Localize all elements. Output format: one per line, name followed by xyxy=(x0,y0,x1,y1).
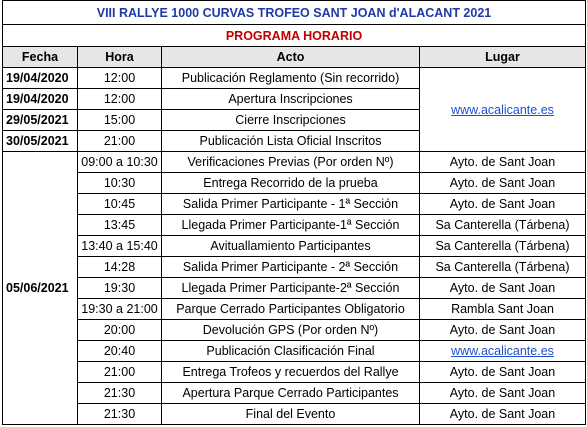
hora-cell: 13:40 a 15:40 xyxy=(78,236,162,257)
lugar-cell xyxy=(420,68,586,152)
header-row xyxy=(3,47,586,68)
event-date-cell: 05/06/2021 xyxy=(3,152,78,425)
website-link[interactable]: www.acalicante.es xyxy=(451,344,554,358)
header-lugar: Lugar xyxy=(420,47,586,68)
acto-cell: Publicación Reglamento (Sin recorrido) xyxy=(162,68,420,89)
acto-cell: Apertura Inscripciones xyxy=(162,89,420,110)
lugar-cell xyxy=(420,341,586,362)
fecha-cell: 19/04/2020 xyxy=(3,89,78,110)
acto-cell: Publicación Lista Oficial Inscritos xyxy=(162,131,420,152)
table-row xyxy=(3,173,586,194)
hora-cell: 21:00 xyxy=(78,131,162,152)
lugar-cell: Ayto. de Sant Joan xyxy=(420,173,586,194)
lugar-cell: Sa Canterella (Tárbena) xyxy=(420,215,586,236)
table-row xyxy=(3,404,586,425)
lugar-cell: Ayto. de Sant Joan xyxy=(420,278,586,299)
lugar-cell: Ayto. de Sant Joan xyxy=(420,362,586,383)
header-fecha: Fecha xyxy=(3,47,78,68)
acto-cell: Cierre Inscripciones xyxy=(162,110,420,131)
lugar-cell: Rambla Sant Joan xyxy=(420,299,586,320)
fecha-cell: 30/05/2021 xyxy=(3,131,78,152)
hora-cell: 21:30 xyxy=(78,383,162,404)
schedule-title: VIII RALLYE 1000 CURVAS TROFEO SANT JOAN d'ALACANT 2021 xyxy=(3,1,586,25)
table-row xyxy=(3,278,586,299)
website-link[interactable]: www.acalicante.es xyxy=(451,102,554,117)
table-row xyxy=(3,194,586,215)
acto-cell: Avituallamiento Participantes xyxy=(162,236,420,257)
hora-cell: 10:45 xyxy=(78,194,162,215)
acto-cell: Publicación Clasificación Final xyxy=(162,341,420,362)
lugar-cell: Ayto. de Sant Joan xyxy=(420,404,586,425)
hora-cell: 19:30 a 21:00 xyxy=(78,299,162,320)
acto-cell: Entrega Trofeos y recuerdos del Rallye xyxy=(162,362,420,383)
hora-cell: 14:28 xyxy=(78,257,162,278)
table-row xyxy=(3,236,586,257)
acto-cell: Llegada Primer Participante-2ª Sección xyxy=(162,278,420,299)
hora-cell: 20:40 xyxy=(78,341,162,362)
acto-cell: Llegada Primer Participante-1ª Sección xyxy=(162,215,420,236)
table-row xyxy=(3,320,586,341)
lugar-cell: Ayto. de Sant Joan xyxy=(420,152,586,173)
table-row xyxy=(3,257,586,278)
hora-cell: 21:30 xyxy=(78,404,162,425)
acto-cell: Salida Primer Participante - 1ª Sección xyxy=(162,194,420,215)
table-row xyxy=(3,383,586,404)
fecha-cell: 19/04/2020 xyxy=(3,68,78,89)
header-hora: Hora xyxy=(78,47,162,68)
hora-cell: 19:30 xyxy=(78,278,162,299)
hora-cell: 10:30 xyxy=(78,173,162,194)
acto-cell: Parque Cerrado Participantes Obligatorio xyxy=(162,299,420,320)
hora-cell: 15:00 xyxy=(78,110,162,131)
hora-cell: 20:00 xyxy=(78,320,162,341)
table-row xyxy=(3,299,586,320)
acto-cell: Devolución GPS (Por orden Nº) xyxy=(162,320,420,341)
hora-cell: 12:00 xyxy=(78,68,162,89)
schedule-subtitle: PROGRAMA HORARIO xyxy=(3,25,586,47)
acto-cell: Apertura Parque Cerrado Participantes xyxy=(162,383,420,404)
hora-cell: 21:00 xyxy=(78,362,162,383)
acto-cell: Verificaciones Previas (Por orden Nº) xyxy=(162,152,420,173)
acto-cell: Salida Primer Participante - 2ª Sección xyxy=(162,257,420,278)
schedule-table xyxy=(2,0,586,425)
lugar-cell: Ayto. de Sant Joan xyxy=(420,383,586,404)
lugar-cell: Sa Canterella (Tárbena) xyxy=(420,257,586,278)
table-row xyxy=(3,362,586,383)
lugar-cell: Sa Canterella (Tárbena) xyxy=(420,236,586,257)
hora-cell: 12:00 xyxy=(78,89,162,110)
fecha-cell: 29/05/2021 xyxy=(3,110,78,131)
hora-cell: 09:00 a 10:30 xyxy=(78,152,162,173)
lugar-cell: Ayto. de Sant Joan xyxy=(420,194,586,215)
table-row xyxy=(3,152,586,173)
table-row xyxy=(3,215,586,236)
table-row xyxy=(3,341,586,362)
header-acto: Acto xyxy=(162,47,420,68)
acto-cell: Final del Evento xyxy=(162,404,420,425)
acto-cell: Entrega Recorrido de la prueba xyxy=(162,173,420,194)
hora-cell: 13:45 xyxy=(78,215,162,236)
table-row xyxy=(3,68,586,89)
lugar-cell: Ayto. de Sant Joan xyxy=(420,320,586,341)
